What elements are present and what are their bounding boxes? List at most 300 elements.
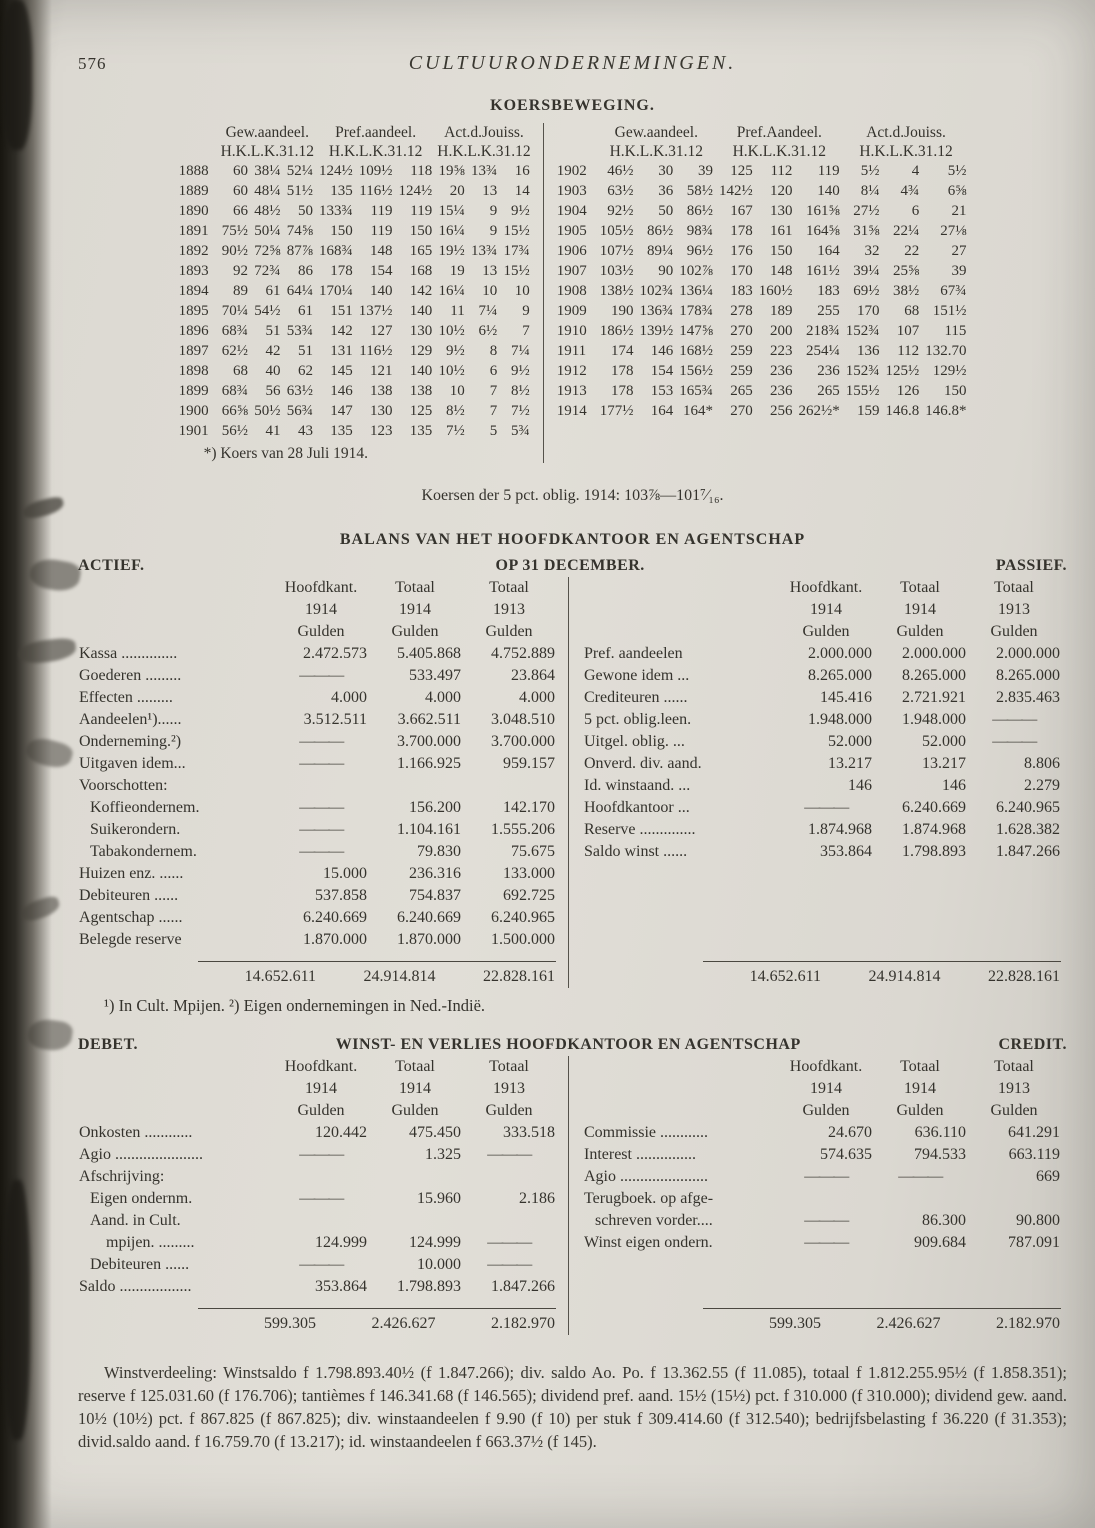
value-cell: 138 [370,383,393,399]
value-cell: 6⅝ [947,183,967,199]
value-cell: 27⅛ [940,223,967,239]
passief-half [569,577,1069,988]
row-label: Agio ...................... [79,1146,203,1163]
row-label: schreven vorder.... [595,1212,713,1229]
value-cell: 190 [610,303,634,319]
value-cell: 48¼ [254,183,281,199]
value-cell: 142 [330,323,353,339]
year-cell: 1901 [178,423,209,439]
value-cell: 90 [658,263,674,279]
value-cell: 13.217 [922,755,966,772]
row-label: Kassa .............. [79,645,178,662]
value-cell: 67¾ [940,283,967,299]
value-cell: 74⅝ [286,223,313,239]
value-cell: 92 [233,263,249,279]
value-cell: 6.240.669 [902,799,966,816]
value-cell: 353.864 [820,843,872,860]
row-label: Eigen ondernm. [90,1190,193,1207]
value-cell: 124½ [398,183,433,199]
value-cell: ——— [299,799,343,816]
year-cell: 1913 [556,383,587,399]
value-cell: 68¾ [221,383,249,399]
page-number: 576 [78,54,107,73]
value-cell: 254¼ [805,343,840,359]
koers-section-title: KOERSBEWEGING. [490,97,655,114]
page-content [78,52,1067,1453]
value-cell: 2.186 [519,1190,555,1207]
value-cell: 10 [449,383,465,399]
value-cell: 16¼ [438,223,465,239]
value-cell: 130 [370,403,393,419]
value-cell: 161 [769,223,793,239]
value-cell: 53¾ [286,323,313,339]
value-cell: 13¾ [470,163,498,179]
value-cell: ——— [299,1146,343,1163]
value-cell: 20 [449,183,465,199]
value-cell: 146.8 [885,403,920,419]
value-cell: 7 [522,323,530,339]
value-cell: 146 [650,343,674,359]
value-cell: 165 [409,243,433,259]
value-cell: 130 [769,203,793,219]
value-cell: 170¼ [319,283,353,299]
year-cell: 1898 [178,363,209,379]
year-cell: 1906 [556,243,587,259]
table-row [176,241,533,261]
table-row [176,221,533,241]
row-label: Onverd. div. aand. [584,755,702,772]
value-cell: 140 [409,303,433,319]
value-cell: 7¼ [510,343,530,359]
value-cell: 1.870.000 [397,931,461,948]
value-cell: 42 [265,343,281,359]
value-cell: 115 [944,323,967,339]
value-cell: 14 [514,183,530,199]
value-cell: 4.000 [331,689,367,706]
value-cell: 107 [896,323,920,339]
value-cell: 8¼ [860,183,880,199]
value-cell: 72⅝ [254,243,281,259]
value-cell: 178 [610,383,634,399]
table-row [78,1232,556,1254]
value-cell: 170 [730,263,753,279]
year-cell: 1911 [556,343,587,359]
value-cell: 1.847.266 [491,1278,555,1295]
value-cell: 119 [370,203,393,219]
year-cell: 1895 [178,303,209,319]
table-row [176,381,533,401]
row-label: Effecten ......... [79,689,173,706]
value-cell: 89¼ [646,243,674,259]
value-cell: 262½* [798,403,840,419]
year-cell: 1889 [178,183,209,199]
actief-half [78,577,569,988]
value-cell: 135 [330,423,353,439]
value-cell: 4 [911,163,920,179]
value-cell: 124½ [319,163,353,179]
value-cell: 1.948.000 [808,711,872,728]
table-row [554,341,970,361]
value-cell: 6.240.965 [996,799,1060,816]
value-cell: 105½ [599,223,634,239]
table-row [78,1166,556,1188]
koers-tables [78,123,1067,463]
value-cell: 9 [522,303,530,319]
value-cell: 15¼ [438,203,465,219]
value-cell: 50 [658,203,674,219]
table-row [78,1188,556,1210]
value-cell: 164 [650,403,674,419]
year-cell: 1891 [178,223,209,239]
value-cell: 58½ [686,183,713,199]
row-label: Onderneming.²) [79,733,182,750]
row-label: Agentschap ...... [79,909,183,926]
year-cell: 1907 [556,263,587,279]
value-cell: 1.104.161 [397,821,461,838]
value-cell: 636.110 [914,1124,966,1141]
value-cell: 10½ [438,323,465,339]
value-cell: 178 [330,263,353,279]
table-row [583,1188,1061,1210]
value-cell: 40 [265,363,281,379]
koers-table-right [554,123,970,421]
value-cell: 146 [330,383,353,399]
value-cell: 140 [409,363,433,379]
value-cell: 145.416 [820,689,872,706]
value-cell: 7 [489,383,498,399]
table-row [583,1122,1061,1144]
table-row [176,361,533,381]
table-row [583,1166,1061,1188]
value-cell: 7¼ [478,303,498,319]
value-cell: 164 [817,243,840,259]
year-cell: 1914 [556,403,587,419]
value-cell: 21 [951,203,967,219]
value-cell: 90.800 [1016,1212,1060,1229]
year-cell: 1890 [178,203,209,219]
koers-sub-header: H.K.L.K.31.12 H.K.L.K.31.12 H.K.L.K.31.12 [220,143,531,160]
value-cell: 90½ [221,243,249,259]
table-row [554,261,970,281]
row-label: Winst eigen ondern. [584,1234,713,1251]
value-cell: 183 [817,283,840,299]
value-cell: ——— [898,1168,942,1185]
value-cell: 1.555.206 [491,821,555,838]
value-cell: 154 [650,363,674,379]
value-cell: ——— [299,1190,343,1207]
value-cell: 6 [489,363,498,379]
year-cell: 1909 [556,303,587,319]
value-cell: 475.450 [409,1124,461,1141]
table-row [583,1210,1061,1232]
table-row [583,753,1061,775]
binding-blotch [4,1180,30,1440]
winstverdeeling-paragraph: Winstverdeeling: Winstsaldo f 1.798.893.40½ (f 1.847.266); div. saldo Ao. Po. f 13.362.55 (f 11.085), totaal f 1.812.255.95½ (f 1.858.351); reserve f 125.031.60 (f 176.706); tantièmes f 146.341.68 (f 146.565); dividend pref. aand. 15½ (15½) pct. f 310.000 (f 310.000); dividend gew. aand. 10½ (10½) pct. f 867.825 (f 867.825); div. winstaandeelen f 9.90 (f 10) per stuk f 309.414.60 (f 312.540); bedrijfsbelasting f 36.220 (f 31.353); divid.saldo aand. f 16.759.70 (f 13.217); id. winstaandeelen f 663.37½ (f 145). [78,1363,1067,1451]
value-cell: 787.091 [1008,1234,1060,1251]
table-row [78,643,556,665]
value-cell: 7 [489,403,498,419]
value-cell: 6.240.669 [303,909,367,926]
value-cell: 66⅝ [221,403,249,419]
row-label: Huizen enz. ...... [79,865,184,882]
value-cell: 107½ [599,243,634,259]
actief-label: ACTIEF. [78,557,145,574]
year-cell: 1896 [178,323,209,339]
value-cell: 127 [370,323,393,339]
value-cell: 112 [897,343,920,359]
value-cell: 8.265.000 [808,667,872,684]
value-cell: 909.684 [914,1234,966,1251]
value-cell: 60 [233,183,249,199]
value-cell: 3.048.510 [491,711,555,728]
value-cell: 6½ [478,323,498,339]
table-row [583,797,1061,819]
value-cell: 5½ [860,163,880,179]
row-label: Koffieondernem. [90,799,200,816]
value-cell: 1.870.000 [303,931,367,948]
value-cell: ——— [804,1234,848,1251]
value-cell: 15.960 [417,1190,461,1207]
actief-total: 14.652.611 24.914.814 22.828.161 [78,961,556,988]
table-row [176,281,533,301]
value-cell: 15½ [503,263,530,279]
value-cell: ——— [299,821,343,838]
table-row [78,907,556,929]
value-cell: 15.000 [323,865,367,882]
value-cell: 133¾ [319,203,353,219]
value-cell: 19 [449,263,465,279]
value-cell: 31⅝ [853,223,880,239]
value-cell: 17¾ [503,243,530,259]
table-row [78,665,556,687]
value-cell: 135 [330,183,353,199]
year-cell: 1894 [178,283,209,299]
table-row [554,161,970,181]
value-cell: 3.700.000 [397,733,461,750]
table-row [78,841,556,863]
value-cell: 1.500.000 [491,931,555,948]
table-row [176,201,533,221]
value-cell: 142 [409,283,433,299]
table-row [78,1210,556,1232]
value-cell: 133.000 [503,865,555,882]
table-row [583,841,1061,863]
value-cell: 9½ [510,203,530,219]
table-row [554,301,970,321]
value-cell: 4.000 [425,689,461,706]
value-cell: 5.405.868 [397,645,461,662]
value-cell: 86 [298,263,313,279]
value-cell: 265 [730,383,753,399]
value-cell: 150 [943,383,967,399]
value-cell: 156½ [679,363,713,379]
value-cell: 22¼ [892,223,920,239]
table-row [583,1144,1061,1166]
koers-sub-header: H.K.L.K.31.12 H.K.L.K.31.12 H.K.L.K.31.12 [609,143,953,160]
value-cell: 270 [730,323,753,339]
value-cell: 1.798.893 [397,1278,461,1295]
koers-left-half [166,123,544,463]
table-row [583,665,1061,687]
value-cell: 52.000 [922,733,966,750]
year-cell: 1910 [556,323,587,339]
value-cell: 177½ [599,403,634,419]
value-cell: 60 [233,163,249,179]
value-cell: 4.000 [519,689,555,706]
actief-table: Hoofdkant. Totaal Totaal 1914 1914 1913 Gulden Gulden Gulden Kassa .............. 2.472.573 5.405.868 4.752.889 Goederen ......... ——— 533.497 23.864 Effecten ......... 4.000 4.000 4.000 Aandeelen¹)...... 3.512.511 3.662.511 3.048.510 Onderneming.²) ——— 3.700.000 3.700.000 Uitgaven idem... ——— 1.166.925 959.157 Voorschotten: Koffieondernem. ——— 156.200 142.170 Suikerondern. ——— 1.104.161 1.555.206 Tabakondernem. ——— 79.830 75.675 Huizen enz. ...... 15.000 236.316 133.000 Debiteuren ...... 537.858 754.837 692.725 Agentschap ...... 6.240.669 6.240.669 6.240.965 Belegde reserve 1.870.000 1.870.000 1.500.000 [78,577,556,951]
table-row [554,321,970,341]
row-label: Afschrijving: [79,1168,165,1185]
value-cell: 16 [514,163,530,179]
value-cell: 533.497 [409,667,461,684]
value-cell: 56½ [221,423,249,439]
table-row [78,709,556,731]
value-cell: 5½ [947,163,967,179]
value-cell: 2.000.000 [902,645,966,662]
value-cell: 140 [817,183,840,199]
value-cell: 136¼ [679,283,713,299]
year-cell: 1900 [178,403,209,419]
value-cell: 146.8* [925,403,967,419]
table-row [583,643,1061,665]
value-cell: 1.325 [425,1146,461,1163]
koers-footnote: *) Koers van 28 Juli 1914. [203,445,369,462]
value-cell: 66 [233,203,249,219]
value-cell: 135 [409,423,433,439]
value-cell: 27½ [853,203,880,219]
value-cell: 32 [864,243,880,259]
value-cell: 46½ [607,163,634,179]
value-cell: 61 [265,283,281,299]
row-label: Debiteuren ...... [90,1256,190,1273]
value-cell: 13 [482,183,498,199]
value-cell: 125 [730,163,753,179]
row-label: mpijen. ......... [106,1234,195,1251]
year-cell: 1905 [556,223,587,239]
koers-table-left [176,123,533,441]
value-cell: 164* [682,403,713,419]
value-cell: 663.119 [1008,1146,1060,1163]
value-cell: 50 [298,203,313,219]
credit-half [569,1056,1069,1335]
value-cell: 121 [370,363,393,379]
table-row [176,261,533,281]
value-cell: 38½ [892,283,920,299]
value-cell: 754.837 [409,887,461,904]
table-row [176,161,533,181]
value-cell: 142.170 [503,799,555,816]
row-label: Hoofdkantoor ... [584,799,690,816]
value-cell: 75½ [221,223,249,239]
value-cell: 1.948.000 [902,711,966,728]
value-cell: 236 [769,383,793,399]
value-cell: 10½ [438,363,465,379]
value-cell: 153 [650,383,674,399]
value-cell: 124.999 [409,1234,461,1251]
value-cell: 120 [769,183,793,199]
value-cell: 236 [817,363,840,379]
value-cell: 16¼ [438,283,465,299]
value-cell: 27 [951,243,967,259]
value-cell: 64¼ [286,283,313,299]
value-cell: 137½ [358,303,393,319]
year-cell: 1912 [556,363,587,379]
row-label: Interest ............... [584,1146,696,1163]
value-cell: 189 [769,303,793,319]
value-cell: 51 [298,343,313,359]
value-cell: 123 [370,423,393,439]
value-cell: 130 [409,323,433,339]
value-cell: 87⅞ [286,243,313,259]
value-cell: 259 [730,363,753,379]
value-cell: 148 [769,263,793,279]
row-label: Uitgaven idem... [79,755,186,772]
passief-total: 14.652.611 24.914.814 22.828.161 [583,961,1061,988]
winst-sheet [78,1056,1067,1335]
value-cell: 23.864 [511,667,555,684]
value-cell: 39 [951,263,967,279]
value-cell: 119 [410,203,433,219]
year-cell: 1904 [556,203,587,219]
value-cell: 4¾ [900,183,920,199]
value-cell: 13 [482,263,498,279]
value-cell: 41 [265,423,281,439]
debet-label: DEBET. [78,1036,139,1053]
value-cell: 145 [330,363,353,379]
value-cell: 794.533 [914,1146,966,1163]
value-cell: 24.670 [828,1124,872,1141]
value-cell: 2.835.463 [996,689,1060,706]
value-cell: 150 [330,223,353,239]
value-cell: 140 [370,283,393,299]
value-cell: 669 [1036,1168,1060,1185]
value-cell: 168¾ [319,243,353,259]
value-cell: 25⅝ [892,263,920,279]
year-cell: 1903 [556,183,587,199]
year-cell: 1908 [556,283,587,299]
table-row [78,819,556,841]
koers-right-half [544,123,980,463]
value-cell: 2.721.921 [902,689,966,706]
value-cell: 574.635 [820,1146,872,1163]
oblig-koersen-line: Koersen der 5 pct. oblig. 1914: 103⅞—101⁷⁄₁₆. [421,487,724,504]
value-cell: ——— [804,1168,848,1185]
value-cell: 151½ [932,303,967,319]
value-cell: 8½ [445,403,465,419]
value-cell: 3.662.511 [397,711,461,728]
credit-label: CREDIT. [998,1036,1067,1053]
value-cell: 129 [409,343,433,359]
table-row [554,181,970,201]
value-cell: 178 [730,223,753,239]
table-row [78,797,556,819]
value-cell: 1.628.382 [996,821,1060,838]
table-row [78,1276,556,1298]
value-cell: 333.518 [503,1124,555,1141]
value-cell: 142½ [718,183,753,199]
balans-side-labels [78,557,1067,575]
value-cell: 353.864 [315,1278,367,1295]
value-cell: ——— [299,1256,343,1273]
value-cell: 161⅝ [805,203,840,219]
value-cell: 9 [489,203,498,219]
table-row [583,687,1061,709]
value-cell: 165¾ [679,383,713,399]
value-cell: 124.999 [315,1234,367,1251]
table-row [554,221,970,241]
table-row [583,1232,1061,1254]
value-cell: ——— [487,1234,531,1251]
